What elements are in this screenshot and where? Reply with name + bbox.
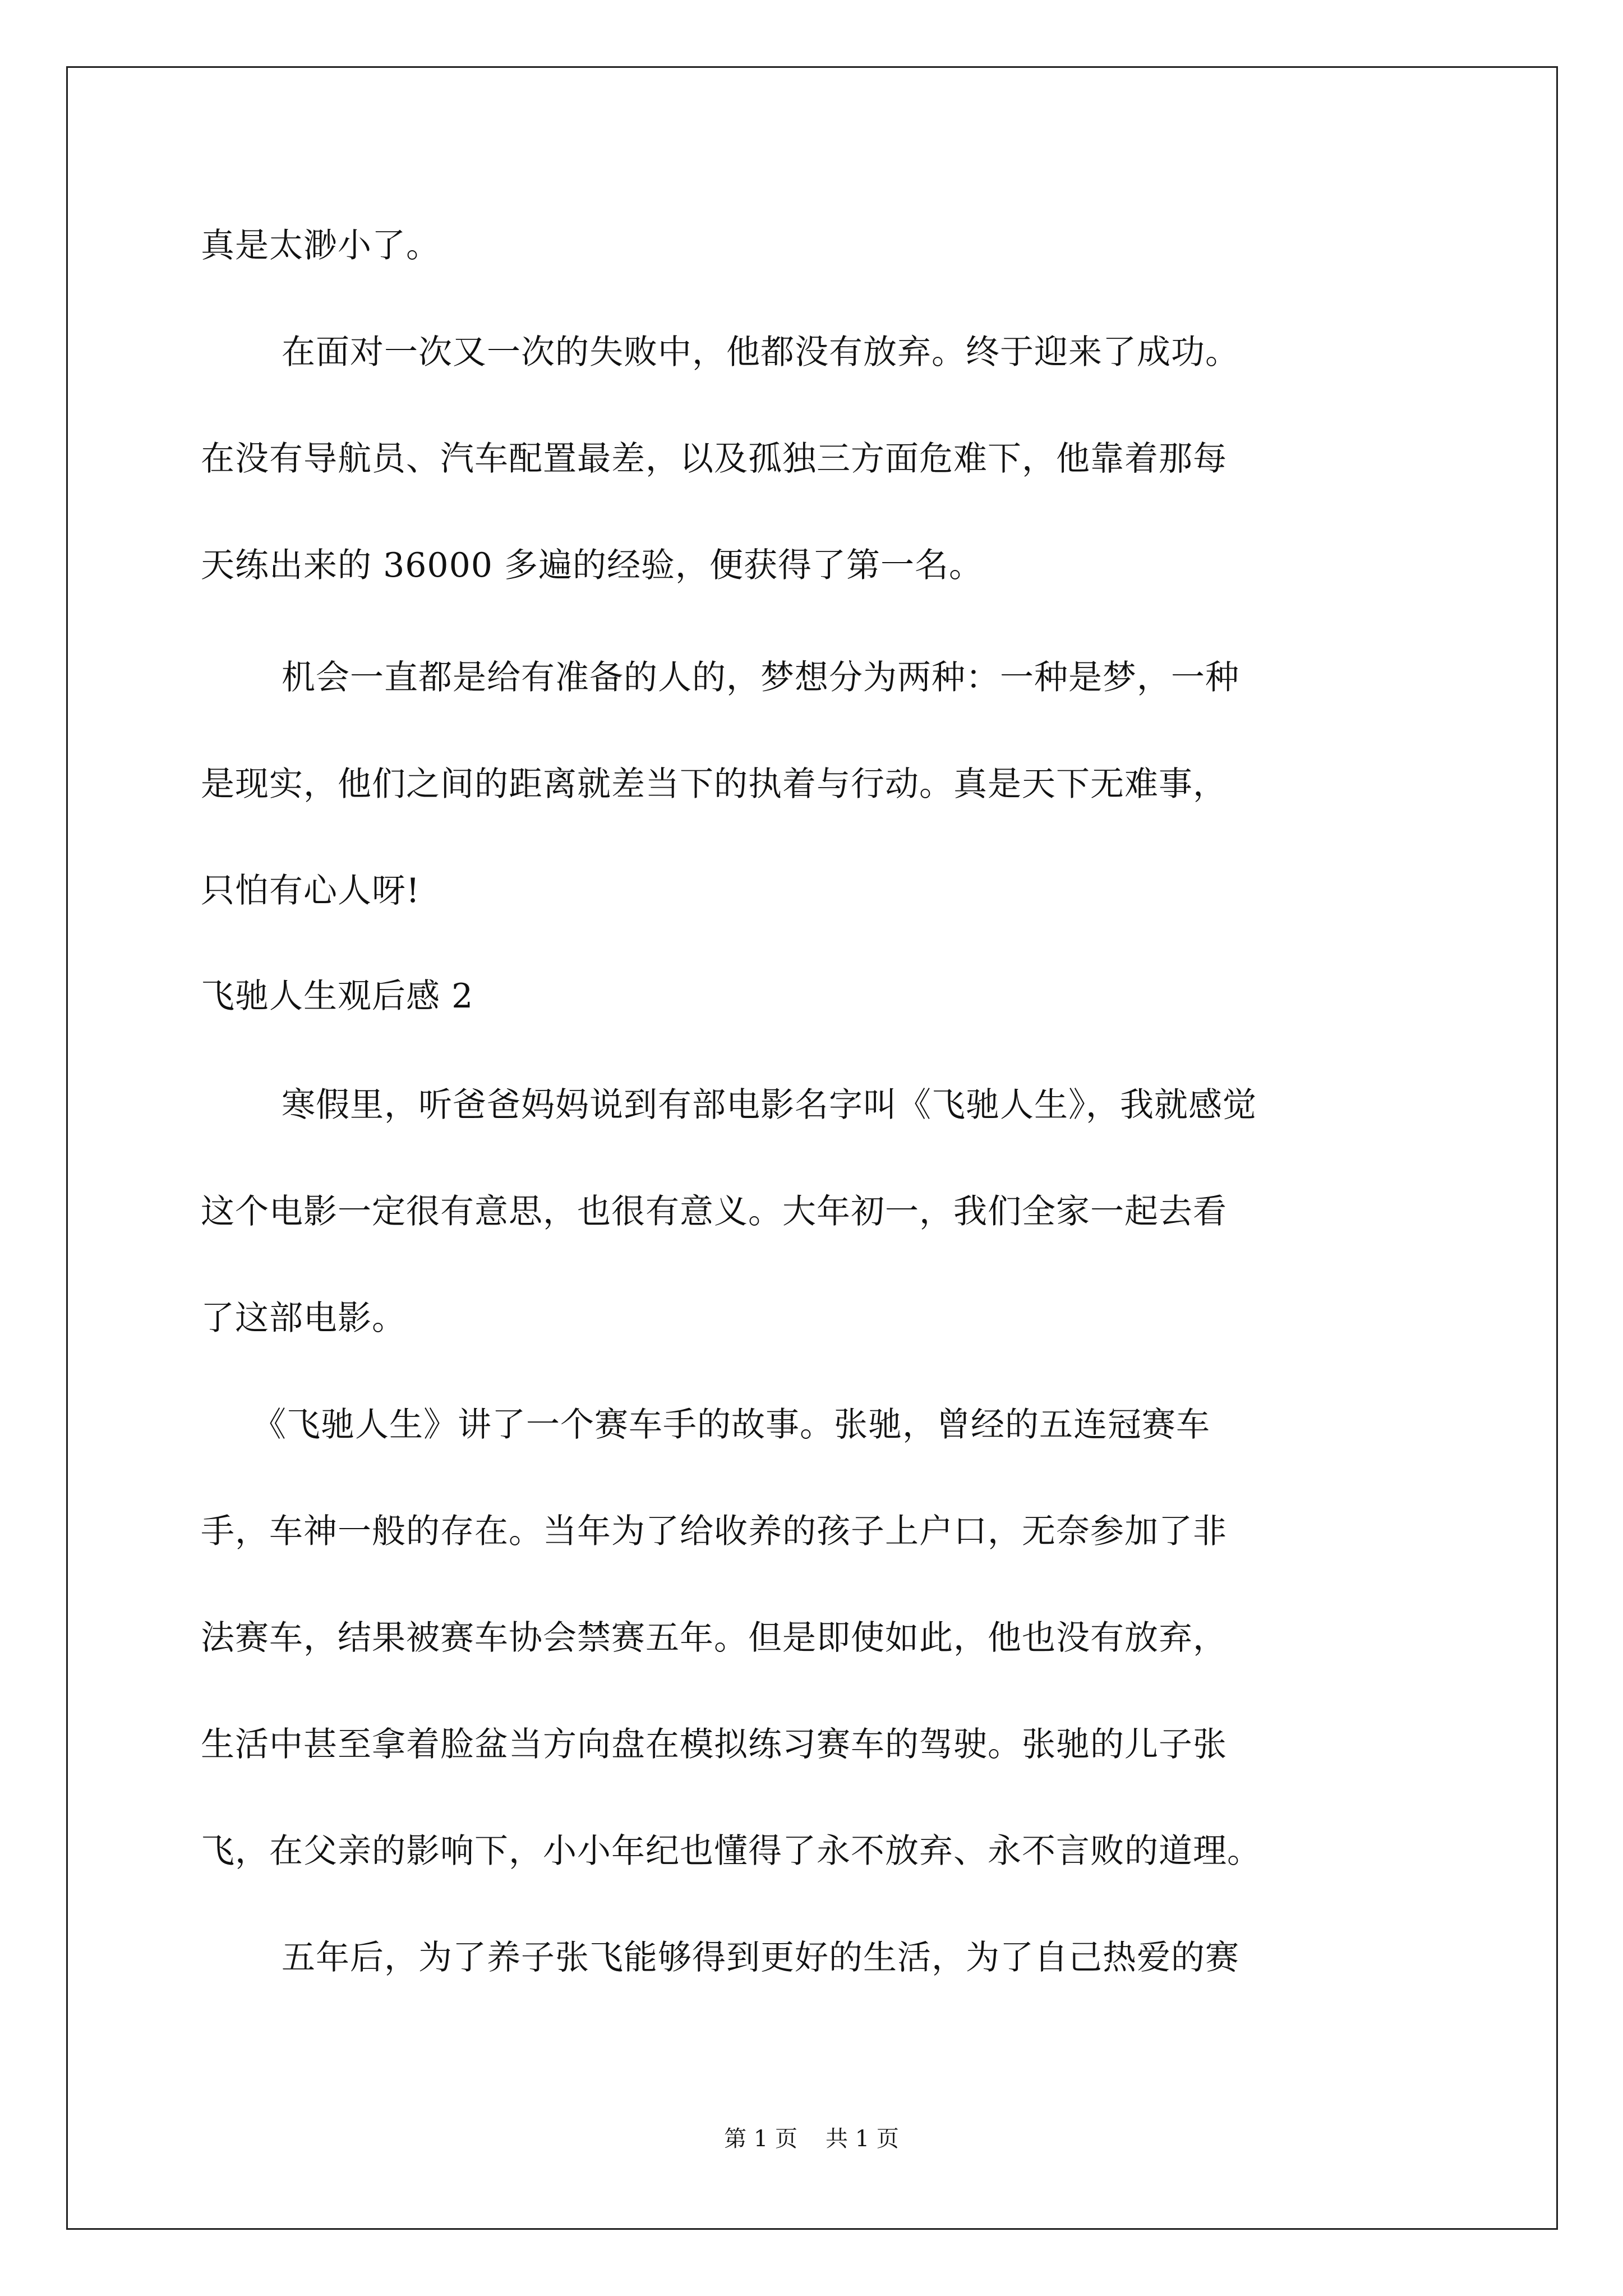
text-line: 只怕有心人呀! xyxy=(201,871,421,910)
text-line: 是现实，他们之间的距离就差当下的执着与行动。真是天下无难事， xyxy=(201,765,1227,804)
section-heading: 飞驰人生观后感 2 xyxy=(201,977,474,1016)
text-line: 法赛车，结果被赛车协会禁赛五年。但是即使如此，他也没有放弃， xyxy=(201,1618,1227,1658)
paragraph-start: 机会一直都是给有准备的人的，梦想分为两种：一种是梦，一种 xyxy=(282,658,1239,697)
text-line: 手，车神一般的存在。当年为了给收养的孩子上户口，无奈参加了非 xyxy=(201,1512,1227,1551)
page-number: 第 1 页 xyxy=(724,2126,797,2152)
text-line: 飞，在父亲的影响下，小小年纪也懂得了永不放弃、永不言败的道理。 xyxy=(201,1832,1261,1871)
text-line: 天练出来的 36000 多遍的经验，便获得了第一名。 xyxy=(201,546,984,585)
text-line: 在没有导航员、汽车配置最差，以及孤独三方面危难下，他靠着那每 xyxy=(201,439,1227,478)
text-line: 这个电影一定很有意思，也很有意义。大年初一，我们全家一起去看 xyxy=(201,1192,1227,1231)
text-line: 真是太渺小了。 xyxy=(201,226,440,265)
paragraph-start: 《飞驰人生》讲了一个赛车手的故事。张驰，曾经的五连冠赛车 xyxy=(252,1405,1210,1444)
text-line: 生活中甚至拿着脸盆当方向盘在模拟练习赛车的驾驶。张驰的儿子张 xyxy=(201,1725,1227,1764)
paragraph-start: 在面对一次又一次的失败中，他都没有放弃。终于迎来了成功。 xyxy=(282,333,1239,372)
page-total: 共 1 页 xyxy=(826,2126,899,2152)
paragraph-start: 寒假里，听爸爸妈妈说到有部电影名字叫《飞驰人生》，我就感觉 xyxy=(282,1085,1257,1125)
page-border xyxy=(66,66,1558,2230)
paragraph-start: 五年后，为了养子张飞能够得到更好的生活，为了自己热爱的赛 xyxy=(282,1938,1239,1977)
text-line: 了这部电影。 xyxy=(201,1299,406,1338)
page-footer xyxy=(0,2125,1623,2153)
